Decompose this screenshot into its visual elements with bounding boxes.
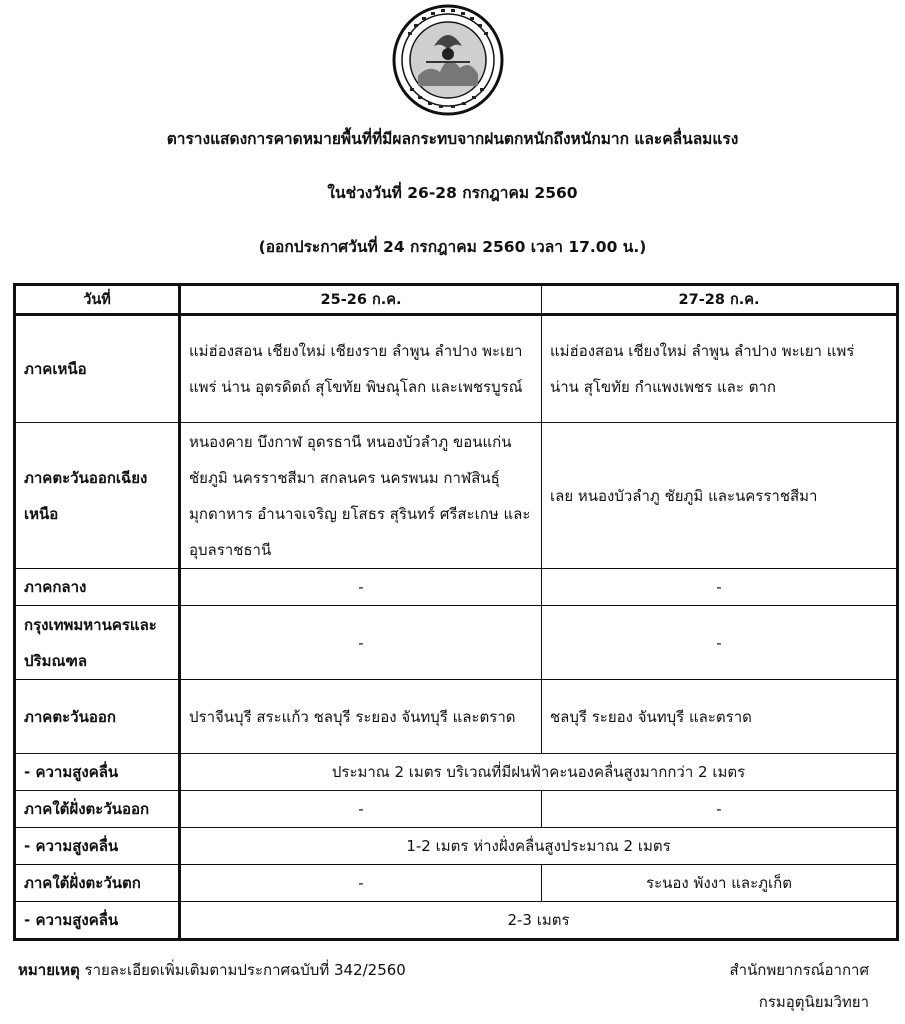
region-label: - ความสูงคลื่น	[15, 902, 180, 940]
document-title: ตารางแสดงการคาดหมายพื้นที่ที่มีผลกระทบจากฝนตกหนักถึงหนักมาก และคลื่นลมแรง	[166, 130, 739, 148]
column-header-day1: 25-26 ก.ค.	[180, 285, 542, 315]
day2-value: ชลบุรี ระยอง จันทบุรี และตราด	[542, 680, 898, 754]
day1-value: -	[180, 865, 542, 902]
region-label: ภาคใต้ฝั่งตะวันตก	[15, 865, 180, 902]
day2-value: -	[542, 791, 898, 828]
issuing-office: สำนักพยากรณ์อากาศ	[729, 961, 869, 979]
issue-date: (ออกประกาศวันที่ 24 กรกฎาคม 2560 เวลา 17.00 น.)	[258, 238, 647, 256]
table-row	[15, 680, 898, 754]
day1-value: หนองคาย บึงกาฬ อุดรธานี หนองบัวลำภู ขอนแก่น ชัยภูมิ นครราชสีมา สกลนคร นครพนม กาฬสินธุ์ มุกดาหาร อำนาจเจริญ ยโสธร สุรินทร์ ศรีสะเกษ และอุบลราชธานี	[180, 423, 542, 569]
day2-value: ระนอง พังงา และภูเก็ต	[542, 865, 898, 902]
day1-value: แม่ฮ่องสอน เชียงใหม่ เชียงราย ลำพูน ลำปาง พะเยา แพร่ น่าน อุตรดิตถ์ สุโขทัย พิษณุโลก และเพชรบูรณ์	[180, 315, 542, 423]
day1-value: -	[180, 569, 542, 606]
region-label: ภาคกลาง	[15, 569, 180, 606]
region-label: ภาคใต้ฝั่งตะวันออก	[15, 791, 180, 828]
day1-value: -	[180, 791, 542, 828]
region-label: ภาคตะวันออกเฉียงเหนือ	[15, 423, 180, 569]
footnote	[18, 958, 406, 982]
wave-height-value: ประมาณ 2 เมตร บริเวณที่มีฝนฟ้าคะนองคลื่นสูงมากกว่า 2 เมตร	[180, 754, 898, 791]
day2-value: -	[542, 606, 898, 680]
day1-value: -	[180, 606, 542, 680]
day2-value: แม่ฮ่องสอน เชียงใหม่ ลำพูน ลำปาง พะเยา แพร่ น่าน สุโขทัย กำแพงเพชร และ ตาก	[542, 315, 898, 423]
table-row	[15, 569, 898, 606]
region-label: - ความสูงคลื่น	[15, 754, 180, 791]
table-row	[15, 423, 898, 569]
region-label: กรุงเทพมหานครและปริมณฑล	[15, 606, 180, 680]
region-label: ภาคเหนือ	[15, 315, 180, 423]
region-label: - ความสูงคลื่น	[15, 828, 180, 865]
issuing-department: กรมอุตุนิยมวิทยา	[758, 993, 869, 1011]
column-header-date: วันที่	[15, 285, 180, 315]
forecast-table	[13, 283, 899, 941]
day1-value: ปราจีนบุรี สระแก้ว ชลบุรี ระยอง จันทบุรี และตราด	[180, 680, 542, 754]
table-row	[15, 315, 898, 423]
footnote-label: หมายเหตุ	[18, 961, 80, 979]
forecast-period: ในช่วงวันที่ 26-28 กรกฎาคม 2560	[327, 184, 578, 202]
table-row	[15, 754, 898, 791]
table-row	[15, 865, 898, 902]
table-header-row	[15, 285, 898, 315]
table-row	[15, 606, 898, 680]
table-row	[15, 902, 898, 940]
day2-value: เลย หนองบัวลำภู ชัยภูมิ และนครราชสีมา	[542, 423, 898, 569]
wave-height-value: 2-3 เมตร	[180, 902, 898, 940]
footnote-text: รายละเอียดเพิ่มเติมตามประกาศฉบับที่ 342/2560	[79, 961, 406, 979]
wave-height-value: 1-2 เมตร ห่างฝั่งคลื่นสูงประมาณ 2 เมตร	[180, 828, 898, 865]
column-header-day2: 27-28 ก.ค.	[542, 285, 898, 315]
tmd-emblem-icon	[388, 2, 508, 118]
region-label: ภาคตะวันออก	[15, 680, 180, 754]
day2-value: -	[542, 569, 898, 606]
table-row	[15, 828, 898, 865]
table-row	[15, 791, 898, 828]
